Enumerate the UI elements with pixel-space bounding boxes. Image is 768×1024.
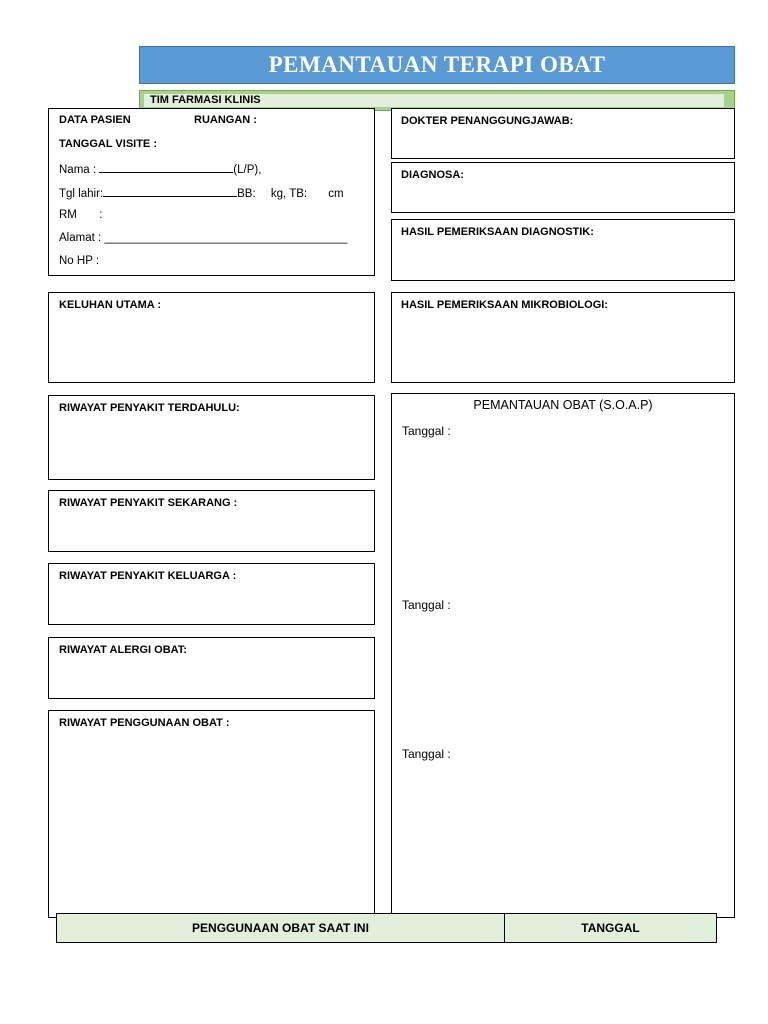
soap-title: PEMANTAUAN OBAT (S.O.A.P) [473, 398, 653, 412]
nama-label: Nama : [59, 164, 97, 176]
mikrobiologi-label: HASIL PEMERIKSAAN MIKROBIOLOGI: [401, 299, 608, 311]
soap-tanggal-3: Tanggal : [402, 747, 451, 761]
soap-tanggal-1: Tanggal : [402, 424, 451, 438]
rm-label: RM : [59, 209, 103, 221]
nama-row [59, 161, 261, 176]
team-label: TIM FARMASI KLINIS [144, 94, 724, 107]
diagnosa-label: DIAGNOSA: [401, 169, 464, 181]
ruangan-label: RUANGAN : [194, 114, 257, 126]
riwayat-terdahulu-box [48, 395, 375, 480]
diagnosa-box [391, 162, 735, 213]
dokter-label: DOKTER PENANGGUNGJAWAB: [401, 115, 574, 127]
soap-box [391, 393, 735, 918]
riwayat-penggunaan-label: RIWAYAT PENGGUNAAN OBAT : [59, 717, 230, 729]
cm-label: cm [328, 188, 344, 200]
riwayat-keluarga-box [48, 563, 375, 625]
riwayat-penggunaan-box [48, 710, 375, 918]
footer-tanggal-label: TANGGAL [581, 921, 640, 935]
riwayat-keluarga-label: RIWAYAT PENYAKIT KELUARGA : [59, 570, 237, 582]
footer-tanggal-header [504, 913, 717, 943]
title-bar [139, 46, 735, 84]
diagnostik-box [391, 219, 735, 281]
riwayat-alergi-label: RIWAYAT ALERGI OBAT: [59, 644, 187, 656]
nama-suffix: (L/P), [233, 164, 262, 176]
page-title: PEMANTAUAN TERAPI OBAT [268, 52, 606, 77]
soap-tanggal-2: Tanggal : [402, 598, 451, 612]
riwayat-alergi-box [48, 637, 375, 699]
footer-penggunaan-label: PENGGUNAAN OBAT SAAT INI [192, 921, 369, 935]
diagnostik-label: HASIL PEMERIKSAAN DIAGNOSTIK: [401, 226, 594, 238]
kg-tb-label: kg, TB: [270, 188, 308, 200]
nama-field[interactable] [99, 161, 233, 173]
no-hp-label: No HP : [59, 255, 100, 267]
alamat-label: Alamat : ______________________________________ [59, 232, 348, 244]
tanggal-visite-label: TANGGAL VISITE : [59, 138, 157, 150]
tgl-lahir-label: Tgl lahir: [59, 188, 104, 200]
keluhan-utama-box [48, 292, 375, 383]
data-pasien-label: DATA PASIEN [59, 114, 131, 126]
dokter-box [391, 108, 735, 159]
bb-label: BB: [237, 188, 256, 200]
riwayat-sekarang-label: RIWAYAT PENYAKIT SEKARANG : [59, 497, 238, 509]
riwayat-terdahulu-label: RIWAYAT PENYAKIT TERDAHULU: [59, 402, 240, 414]
mikrobiologi-box [391, 292, 735, 383]
footer-penggunaan-header [56, 913, 505, 943]
riwayat-sekarang-box [48, 490, 375, 552]
keluhan-utama-label: KELUHAN UTAMA : [59, 299, 162, 311]
patient-data-box [48, 108, 375, 276]
tgl-lahir-field[interactable] [103, 185, 237, 197]
tgl-lahir-row [59, 185, 344, 200]
